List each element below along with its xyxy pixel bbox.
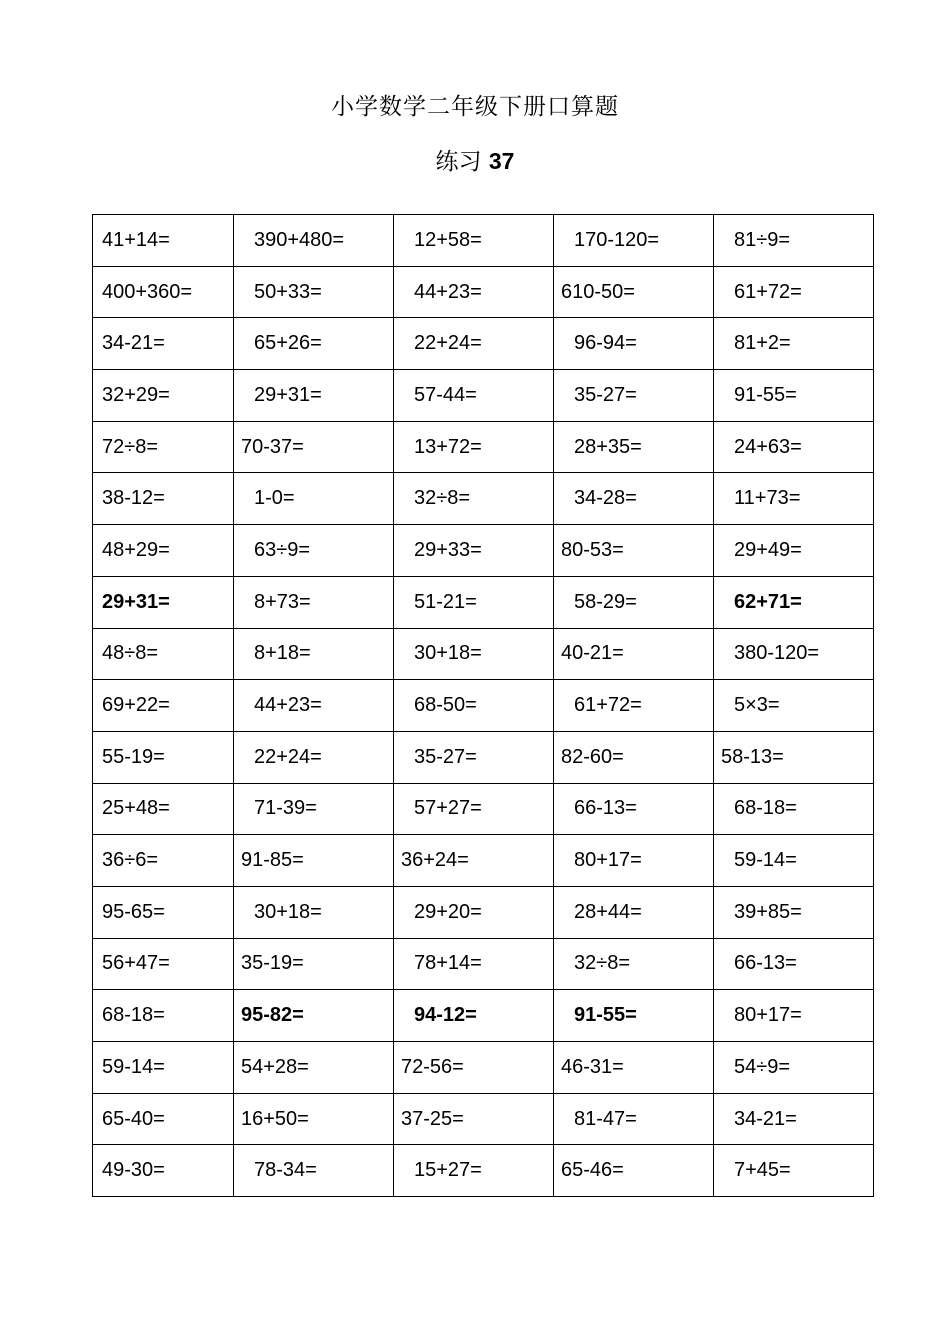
problem-cell <box>554 318 714 370</box>
problem-cell <box>394 318 554 370</box>
problem-cell <box>234 576 394 628</box>
problem-cell <box>714 525 874 577</box>
problem-cell <box>93 525 234 577</box>
problem-cell <box>93 731 234 783</box>
problem-text: 34-21= <box>734 1107 797 1130</box>
problem-text: 70-37= <box>241 435 304 458</box>
problem-cell <box>714 215 874 267</box>
problem-text: 1-0= <box>254 487 295 510</box>
problem-text: 44+23= <box>414 280 482 303</box>
problem-cell <box>234 990 394 1042</box>
problem-cell <box>394 576 554 628</box>
problem-cell <box>714 938 874 990</box>
problem-text: 44+23= <box>254 694 322 717</box>
problem-cell <box>554 1042 714 1094</box>
problem-text: 72-56= <box>401 1055 464 1078</box>
problem-text: 82-60= <box>561 745 624 768</box>
problem-cell <box>234 370 394 422</box>
problem-text: 66-13= <box>734 952 797 975</box>
problem-text: 34-21= <box>102 332 165 355</box>
problem-cell <box>234 783 394 835</box>
problem-text: 96-94= <box>574 332 637 355</box>
problem-cell <box>554 783 714 835</box>
grid-body <box>93 215 874 1197</box>
problem-cell <box>93 783 234 835</box>
problem-text: 63÷9= <box>254 538 311 561</box>
problem-text: 29+31= <box>102 590 170 613</box>
problem-cell <box>234 266 394 318</box>
problem-text: 29+33= <box>414 538 482 561</box>
problem-text: 54÷9= <box>734 1055 791 1078</box>
problem-cell <box>93 886 234 938</box>
problem-text: 65-46= <box>561 1159 624 1182</box>
exercise-number: 37 <box>488 148 515 174</box>
problem-cell <box>714 266 874 318</box>
problem-text: 12+58= <box>414 228 482 251</box>
problem-cell <box>394 215 554 267</box>
problem-text: 59-14= <box>102 1055 165 1078</box>
problem-cell <box>394 525 554 577</box>
problem-cell <box>554 215 714 267</box>
problem-text: 24+63= <box>734 435 802 458</box>
problem-cell <box>234 421 394 473</box>
problem-cell <box>93 990 234 1042</box>
problem-text: 400+360= <box>102 280 193 303</box>
problem-cell <box>554 266 714 318</box>
problem-text: 51-21= <box>414 590 477 613</box>
problem-cell <box>554 835 714 887</box>
problem-text: 48÷8= <box>102 642 159 665</box>
problem-text: 81÷9= <box>734 228 791 251</box>
problem-text: 57-44= <box>414 383 477 406</box>
problem-cell <box>234 628 394 680</box>
problem-row <box>93 421 874 473</box>
problem-text: 28+35= <box>574 435 642 458</box>
problem-text: 61+72= <box>574 694 642 717</box>
problem-text: 29+49= <box>734 538 802 561</box>
problem-cell <box>234 886 394 938</box>
problem-cell <box>554 525 714 577</box>
problem-cell <box>714 835 874 887</box>
problem-cell <box>714 628 874 680</box>
problem-text: 68-50= <box>414 694 477 717</box>
problem-cell <box>554 680 714 732</box>
problem-text: 68-18= <box>734 797 797 820</box>
problem-row <box>93 680 874 732</box>
problem-cell <box>714 680 874 732</box>
problem-text: 91-85= <box>241 849 304 872</box>
problem-cell <box>394 266 554 318</box>
problem-text: 34-28= <box>574 487 637 510</box>
problem-text: 35-27= <box>414 745 477 768</box>
problem-text: 80+17= <box>574 849 642 872</box>
problem-text: 80-53= <box>561 538 624 561</box>
problem-text: 390+480= <box>254 228 345 251</box>
problem-text: 22+24= <box>414 332 482 355</box>
problem-text: 40-21= <box>561 642 624 665</box>
problem-row <box>93 1042 874 1094</box>
problem-text: 59-14= <box>734 849 797 872</box>
problem-cell <box>394 1042 554 1094</box>
problem-cell <box>394 731 554 783</box>
problem-cell <box>394 783 554 835</box>
problem-text: 65-40= <box>102 1107 165 1130</box>
problem-cell <box>234 731 394 783</box>
problem-cell <box>394 680 554 732</box>
problem-text: 46-31= <box>561 1055 624 1078</box>
problem-row <box>93 628 874 680</box>
problem-cell <box>234 680 394 732</box>
problem-row <box>93 886 874 938</box>
problem-text: 91-55= <box>734 383 797 406</box>
problem-text: 58-29= <box>574 590 637 613</box>
problem-cell <box>554 473 714 525</box>
problem-row <box>93 473 874 525</box>
problem-text: 170-120= <box>574 228 660 251</box>
problem-cell <box>93 1145 234 1197</box>
problem-cell <box>234 318 394 370</box>
problem-cell <box>714 370 874 422</box>
problem-row <box>93 731 874 783</box>
problem-text: 8+18= <box>254 642 311 665</box>
problem-cell <box>93 1042 234 1094</box>
problem-text: 91-55= <box>574 1004 637 1027</box>
problem-cell <box>234 1042 394 1094</box>
problem-cell <box>554 990 714 1042</box>
problem-cell <box>394 1093 554 1145</box>
problem-text: 62+71= <box>734 590 802 613</box>
problem-text: 32÷8= <box>414 487 471 510</box>
problem-text: 32÷8= <box>574 952 631 975</box>
problem-text: 15+27= <box>414 1159 482 1182</box>
problem-text: 8+73= <box>254 590 311 613</box>
problem-text: 11+73= <box>734 487 801 510</box>
problem-cell <box>394 473 554 525</box>
problem-cell <box>554 576 714 628</box>
problem-cell <box>93 215 234 267</box>
problem-row <box>93 576 874 628</box>
problem-row <box>93 370 874 422</box>
problem-cell <box>714 1093 874 1145</box>
problem-cell <box>554 1145 714 1197</box>
problem-text: 35-19= <box>241 952 304 975</box>
problem-cell <box>93 473 234 525</box>
problem-cell <box>394 886 554 938</box>
problem-text: 41+14= <box>102 228 170 251</box>
problem-text: 22+24= <box>254 745 322 768</box>
problem-cell <box>714 318 874 370</box>
problem-text: 29+31= <box>254 383 322 406</box>
problem-cell <box>93 628 234 680</box>
problem-text: 25+48= <box>102 797 170 820</box>
page-title: 小学数学二年级下册口算题 <box>331 94 619 120</box>
problem-text: 78+14= <box>414 952 482 975</box>
problem-text: 66-13= <box>574 797 637 820</box>
problem-row <box>93 266 874 318</box>
problem-cell <box>93 938 234 990</box>
problem-cell <box>394 421 554 473</box>
problem-text: 13+72= <box>414 435 482 458</box>
problem-cell <box>554 1093 714 1145</box>
problem-cell <box>714 990 874 1042</box>
problem-text: 7+45= <box>734 1159 791 1182</box>
problem-cell <box>714 1145 874 1197</box>
problem-row <box>93 835 874 887</box>
problem-text: 69+22= <box>102 694 170 717</box>
problem-text: 81-47= <box>574 1107 637 1130</box>
problem-cell <box>234 1093 394 1145</box>
problem-cell <box>234 473 394 525</box>
problem-row <box>93 1093 874 1145</box>
problem-text: 95-65= <box>102 900 165 923</box>
problem-text: 95-82= <box>241 1004 304 1027</box>
problem-text: 68-18= <box>102 1004 165 1027</box>
problem-row <box>93 215 874 267</box>
problem-cell <box>714 421 874 473</box>
problem-text: 36÷6= <box>102 849 159 872</box>
problem-cell <box>234 215 394 267</box>
exercise-label: 练习 <box>435 149 489 175</box>
problem-text: 57+27= <box>414 797 482 820</box>
problem-cell <box>93 576 234 628</box>
exercise-heading <box>0 143 950 176</box>
problem-row <box>93 318 874 370</box>
problem-cell <box>554 886 714 938</box>
problem-text: 61+72= <box>734 280 802 303</box>
problem-text: 72÷8= <box>102 435 159 458</box>
problem-text: 48+29= <box>102 538 170 561</box>
problem-text: 380-120= <box>734 642 820 665</box>
problem-cell <box>93 370 234 422</box>
problem-cell <box>93 680 234 732</box>
problem-text: 32+29= <box>102 383 170 406</box>
problem-cell <box>714 783 874 835</box>
problem-cell <box>394 835 554 887</box>
problem-text: 16+50= <box>241 1107 309 1130</box>
problem-text: 65+26= <box>254 332 322 355</box>
problem-text: 28+44= <box>574 900 642 923</box>
problem-text: 56+47= <box>102 952 170 975</box>
problem-cell <box>554 938 714 990</box>
problem-text: 55-19= <box>102 745 165 768</box>
arithmetic-grid <box>92 214 874 1197</box>
problem-row <box>93 525 874 577</box>
problem-text: 94-12= <box>414 1004 477 1027</box>
problem-cell <box>714 1042 874 1094</box>
problem-text: 5×3= <box>734 694 780 717</box>
problem-row <box>93 1145 874 1197</box>
problem-text: 54+28= <box>241 1055 309 1078</box>
problem-cell <box>234 525 394 577</box>
problem-text: 610-50= <box>561 280 635 303</box>
problem-text: 78-34= <box>254 1159 317 1182</box>
problem-cell <box>93 1093 234 1145</box>
problem-text: 71-39= <box>254 797 317 820</box>
problem-text: 50+33= <box>254 280 322 303</box>
problem-text: 36+24= <box>401 849 469 872</box>
problem-cell <box>554 731 714 783</box>
problem-text: 35-27= <box>574 383 637 406</box>
problem-text: 49-30= <box>102 1159 165 1182</box>
problem-cell <box>93 318 234 370</box>
problem-text: 39+85= <box>734 900 802 923</box>
problem-cell <box>394 370 554 422</box>
problem-text: 30+18= <box>254 900 322 923</box>
problem-text: 58-13= <box>721 745 784 768</box>
problem-cell <box>554 421 714 473</box>
problem-cell <box>93 421 234 473</box>
problem-cell <box>554 370 714 422</box>
problem-row <box>93 990 874 1042</box>
problem-text: 29+20= <box>414 900 482 923</box>
problem-cell <box>714 886 874 938</box>
problem-cell <box>714 473 874 525</box>
problem-text: 81+2= <box>734 332 791 355</box>
problem-cell <box>714 576 874 628</box>
problem-text: 37-25= <box>401 1107 464 1130</box>
problem-cell <box>394 938 554 990</box>
problem-cell <box>394 990 554 1042</box>
problem-cell <box>234 1145 394 1197</box>
problem-cell <box>394 1145 554 1197</box>
problem-text: 80+17= <box>734 1004 802 1027</box>
problem-text: 38-12= <box>102 487 165 510</box>
problem-row <box>93 938 874 990</box>
problem-cell <box>554 628 714 680</box>
problem-cell <box>93 835 234 887</box>
problem-text: 30+18= <box>414 642 482 665</box>
problem-cell <box>93 266 234 318</box>
problem-row <box>93 783 874 835</box>
problem-cell <box>234 938 394 990</box>
problem-cell <box>234 835 394 887</box>
problem-cell <box>394 628 554 680</box>
problem-cell <box>714 731 874 783</box>
